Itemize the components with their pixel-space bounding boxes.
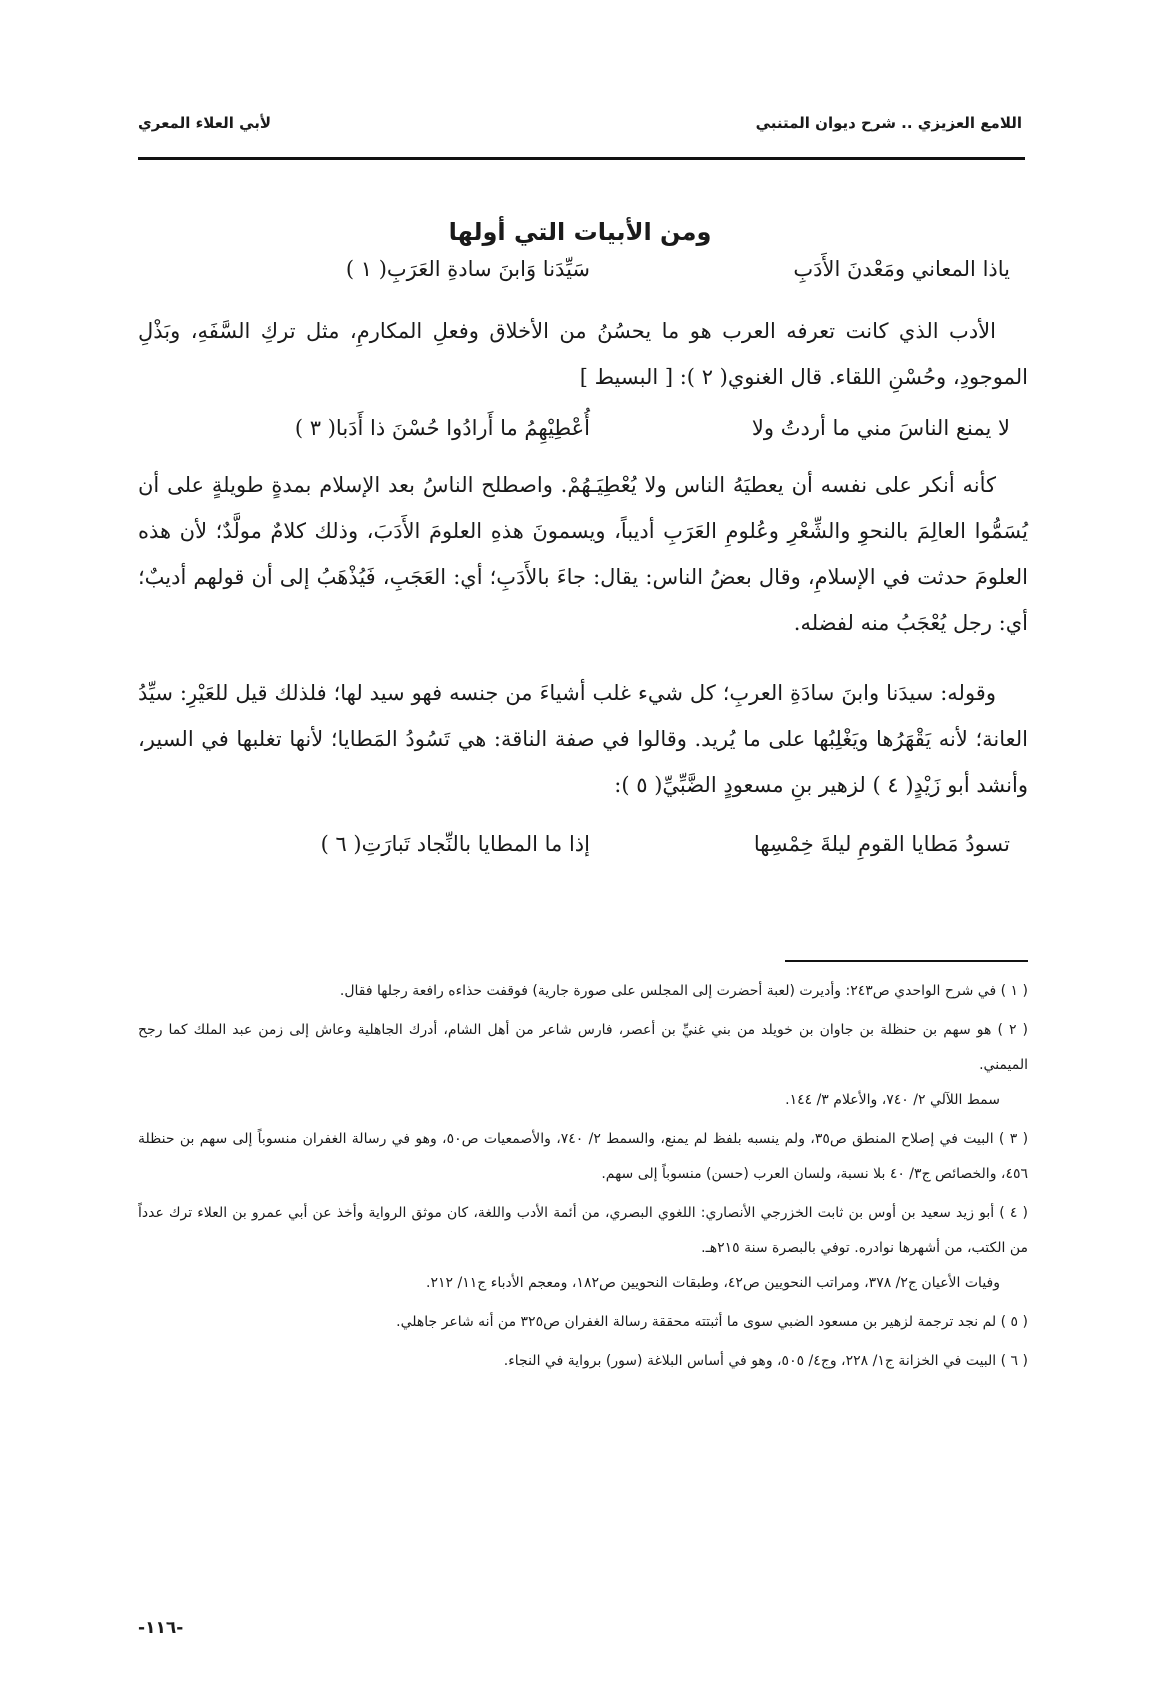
section-title: ومن الأبيات التي أولها: [448, 218, 712, 246]
verse-line-2: [150, 416, 1010, 452]
footnote-5-marker: ( ٥ ): [1000, 1314, 1028, 1330]
footnote-2-marker: ( ٢ ): [997, 1022, 1028, 1038]
footnote-6-marker: ( ٦ ): [1000, 1353, 1028, 1369]
footnote-6-text: البيت في الخزانة ج١/ ٢٢٨، وج٤/ ٥٠٥، وهو في أساس البلاغة (سور) برواية في النجاء.: [503, 1353, 997, 1369]
header-divider: [138, 157, 1025, 160]
footnotes: [138, 974, 1028, 1383]
header-author: لأبي العلاء المعري: [138, 114, 272, 132]
verse-3-first-hemistich: تسودُ مَطايا القومِ ليلةَ خِمْسِها: [753, 832, 1010, 856]
footnote-4: [138, 1196, 1028, 1301]
footnote-4-source: وفيات الأعيان ج٢/ ٣٧٨، ومراتب النحويين ص٤٢، وطبقات النحويين ص١٨٢، ومعجم الأدباء ج١١/ ٢١٢.: [426, 1275, 1000, 1291]
footnote-1: [138, 974, 1028, 1009]
footnote-4-marker: ( ٤ ): [999, 1205, 1028, 1221]
verse-line-3: [150, 832, 1010, 868]
verse-3-second-hemistich: إذا ما المطايا بالنِّجاد تَبارَتِ( ٦ ): [320, 832, 590, 856]
footnote-1-marker: ( ١ ): [1000, 983, 1028, 999]
paragraph-1-text: الأدب الذي كانت تعرفه العرب هو ما يحسُنُ من الأخلاق وفعلِ المكارمِ، مثل تركِ السَّفَهِ، وبَذْلِ الموجودِ، وحُسْنِ اللقاء. قال الغنوي( ٢ ): [ البسيط ]: [138, 319, 1028, 389]
paragraph-2-text: كأنه أنكر على نفسه أن يعطيَهُ الناس ولا يُعْطِيَـهُمْ. واصطلح الناسُ بعد الإسلام بمدةٍ طويلةٍ على أن يُسَمُّوا العالِمَ بالنحوِ والشِّعْرِ وعُلومِ العَرَبِ أديباً، ويسمونَ هذهِ العلومَ الأَدَبَ، وذلك كلامٌ مولَّدٌ؛ لأن هذه العلومَ حدثت في الإسلامِ، وقال بعضُ الناس: يقال: جاءَ بالأَدَبِ؛ أي: العَجَبِ، فَيُذْهَبُ إلى أن قولهم أديبٌ؛ أي: رجل يُعْجَبُ منه لفضله.: [138, 473, 1028, 635]
verse-line-1: [150, 257, 1010, 293]
paragraph-3: [138, 670, 1028, 808]
verse-2-first-hemistich: لا يمنع الناسَ مني ما أردتُ ولا: [751, 416, 1010, 440]
footnote-2-source: سمط اللآلي ٢/ ٧٤٠، والأعلام ٣/ ١٤٤.: [785, 1092, 1000, 1108]
header-book-title: اللامع العزيزي .. شرح ديوان المتنبي: [755, 114, 1022, 132]
footnote-3-text: البيت في إصلاح المنطق ص٣٥، ولم ينسبه بلفظ لم يمنع، والسمط ٢/ ٧٤٠، والأصمعيات ص٥٠، وهو في رسالة الغفران منسوباً إلى سهم بن حنظلة ٤٥٦، والخصائص ج٣/ ٤٠ بلا نسبة، ولسان العرب (حسن) منسوباً إلى سهم.: [138, 1131, 1028, 1182]
footnote-5: [138, 1305, 1028, 1340]
paragraph-3-text: وقوله: سيدَنا وابنَ سادَةِ العربِ؛ كل شيء غلب أشياءَ من جنسه فهو سيد لها؛ فلذلك قيل للعَيْرِ: سيِّدُ العانة؛ لأنه يَقْهَرُها ويَغْلِبُها على ما يُريد. وقالوا في صفة الناقة: هي تَسُودُ المَطايا؛ لأنها تغلبها في السير، وأنشد أبو زَيْدٍ( ٤ ) لزهير بنِ مسعودٍ الضَّبِّيِّ( ٥ ):: [138, 681, 1028, 797]
verse-2-second-hemistich: أُعْطِيْهِمُ ما أَرادُوا حُسْنَ ذا أَدَبا( ٣ ): [294, 416, 590, 440]
footnote-2: [138, 1013, 1028, 1118]
paragraph-1: [138, 308, 1028, 400]
footnote-5-text: لم نجد ترجمة لزهير بن مسعود الضبي سوى ما أثبتته محققة رسالة الغفران ص٣٢٥ من أنه شاعر جاهلي.: [396, 1314, 997, 1330]
verse-1-second-hemistich: سَيِّدَنا وَابنَ سادةِ العَرَبِ( ١ ): [345, 257, 590, 281]
running-header: [138, 110, 1022, 142]
footnote-3: [138, 1122, 1028, 1192]
page-number: -١١٦-: [138, 1618, 184, 1638]
footnote-3-marker: ( ٣ ): [998, 1131, 1029, 1147]
footnote-2-text: هو سهم بن حنظلة بن جاوان بن خويلد من بني غنيِّ بن أعصر، فارس شاعر من أهل الشام، أدرك الجاهلية وعاش إلى زمن عبد الملك كما رجح الميمني.: [138, 1022, 1028, 1073]
verse-1-first-hemistich: ياذا المعاني ومَعْدنَ الأَدَبِ: [793, 257, 1010, 281]
footnote-6: [138, 1344, 1028, 1379]
paragraph-2: [138, 462, 1028, 646]
footnote-4-text: أبو زيد سعيد بن أوس بن ثابت الخزرجي الأنصاري: اللغوي البصري، من أئمة الأدب واللغة، كان موثق الرواية وأخذ عن أبي عمرو بن العلاء ترك عدداً من الكتب، من أشهرها نوادره. توفي بالبصرة سنة ٢١٥هـ.: [138, 1205, 1028, 1256]
footnote-divider: [785, 960, 1028, 962]
footnote-1-text: في شرح الواحدي ص٢٤٣: وأديرت (لعبة أحضرت إلى المجلس على صورة جارية) فوقفت حذاءه رافعة رجلها فقال.: [339, 983, 997, 999]
